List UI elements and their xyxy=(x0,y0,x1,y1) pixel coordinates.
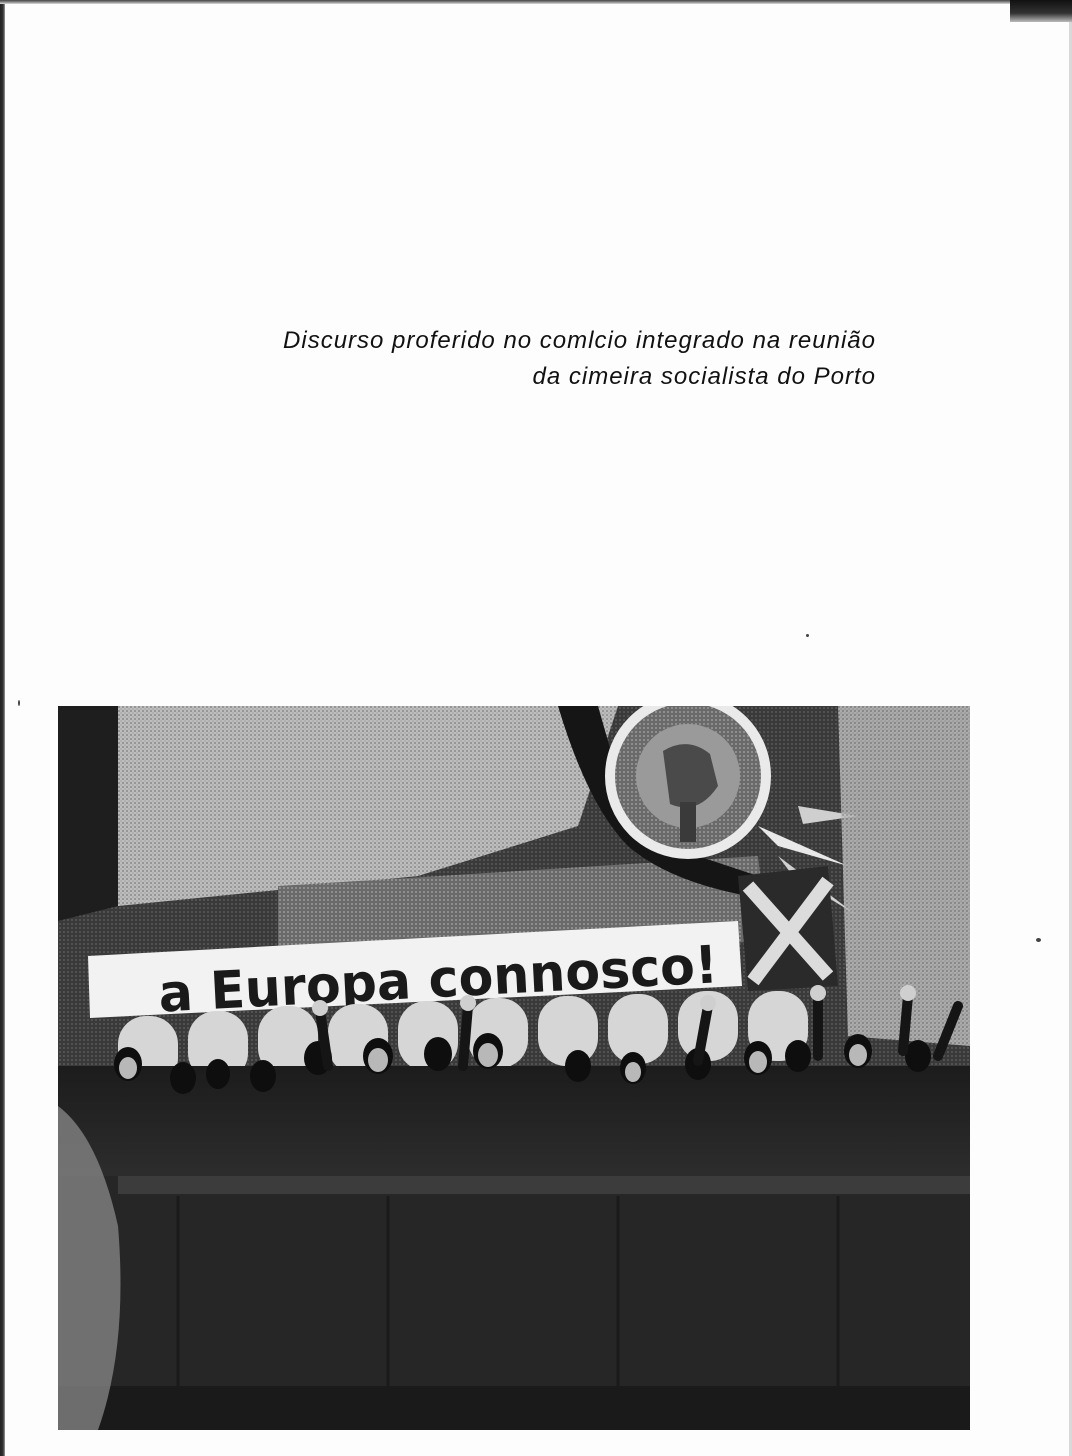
scan-speck xyxy=(806,634,809,637)
scan-speck xyxy=(1036,938,1041,942)
caption-line-2: da cimeira socialista do Porto xyxy=(532,363,876,390)
flag-cross xyxy=(738,866,838,991)
scan-speck xyxy=(18,700,20,706)
scan-corner-shadow xyxy=(1010,0,1072,22)
banner-slogan: a Europa connosco! xyxy=(157,934,735,1025)
speech-caption xyxy=(180,323,876,395)
scan-left-edge xyxy=(0,0,5,1456)
caption-line-1: Discurso proferido no comlcio integrado na reunião xyxy=(283,327,876,354)
rally-photo xyxy=(58,706,970,1430)
rally-photo-image xyxy=(58,706,970,1430)
scan-top-edge xyxy=(0,0,1010,4)
